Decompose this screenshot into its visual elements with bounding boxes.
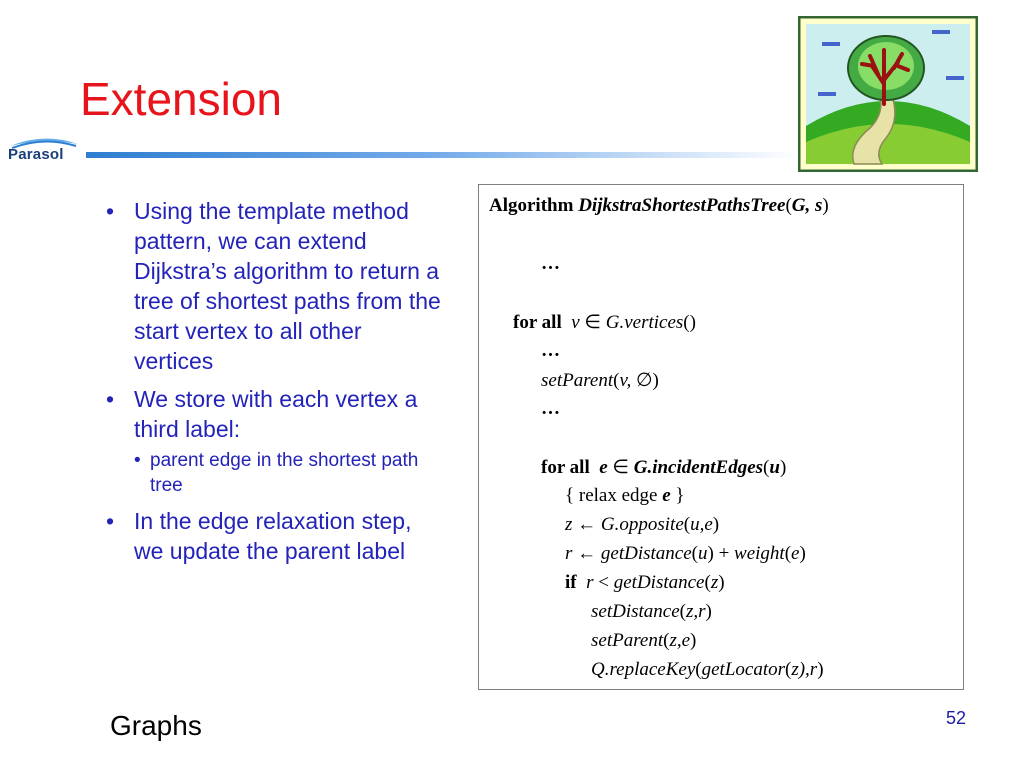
bullet-item <box>104 506 444 566</box>
for-all-vertices-line: for all v ∈ G.vertices() <box>513 312 696 333</box>
bullet-dot: • <box>106 386 115 412</box>
sub-bullet-list <box>134 448 444 498</box>
bullet-dot: • <box>106 198 115 224</box>
ellipsis-line: … <box>541 398 560 419</box>
title-rule <box>86 152 798 158</box>
page-number: 52 <box>946 708 967 728</box>
bullet-text: Using the template method pattern, we can extend Dijkstra’s algorithm to return a tree of shortest paths from the start vertex to all other vertices <box>134 198 441 374</box>
if-line: if r < getDistance(z) <box>565 572 725 593</box>
footer-title: Graphs <box>110 710 202 741</box>
set-distance-line: setDistance(z,r) <box>591 601 712 622</box>
logo-text: Parasol <box>8 146 64 163</box>
bullet-text: In the edge relaxation step, we update the parent label <box>134 508 412 564</box>
set-parent-init-line: setParent(v, ∅) <box>541 370 659 391</box>
replace-key-line: Q.replaceKey(getLocator(z),r) <box>591 659 824 680</box>
algorithm-box <box>478 184 964 690</box>
ellipsis-line: … <box>541 253 560 274</box>
set-parent-line: setParent(z,e) <box>591 630 697 651</box>
bullet-list <box>104 196 444 574</box>
bullet-dot: • <box>106 508 115 534</box>
for-all-edges-line: for all e ∈ G.incidentEdges(u) <box>541 457 787 478</box>
parasol-logo <box>4 136 86 172</box>
tree-clipart-icon <box>798 16 978 172</box>
bullet-item <box>104 196 444 376</box>
relax-comment-line: { relax edge e } <box>565 485 685 506</box>
slide-title: Extension <box>80 73 283 125</box>
sub-bullet-text: parent edge in the shortest path tree <box>150 450 419 496</box>
bullet-text: We store with each vertex a third label: <box>134 386 418 442</box>
sub-bullet-item <box>134 448 444 498</box>
z-assign-line: z ← G.opposite(u,e) <box>565 514 720 535</box>
tree-path-clipart <box>798 16 978 172</box>
ellipsis-line: … <box>541 340 560 361</box>
r-assign-line: r ← getDistance(u) + weight(e) <box>565 543 806 564</box>
bullet-item <box>104 384 444 498</box>
sub-bullet-dot: • <box>134 450 141 471</box>
algorithm-header: Algorithm DijkstraShortestPathsTree(G, s) <box>489 195 829 216</box>
